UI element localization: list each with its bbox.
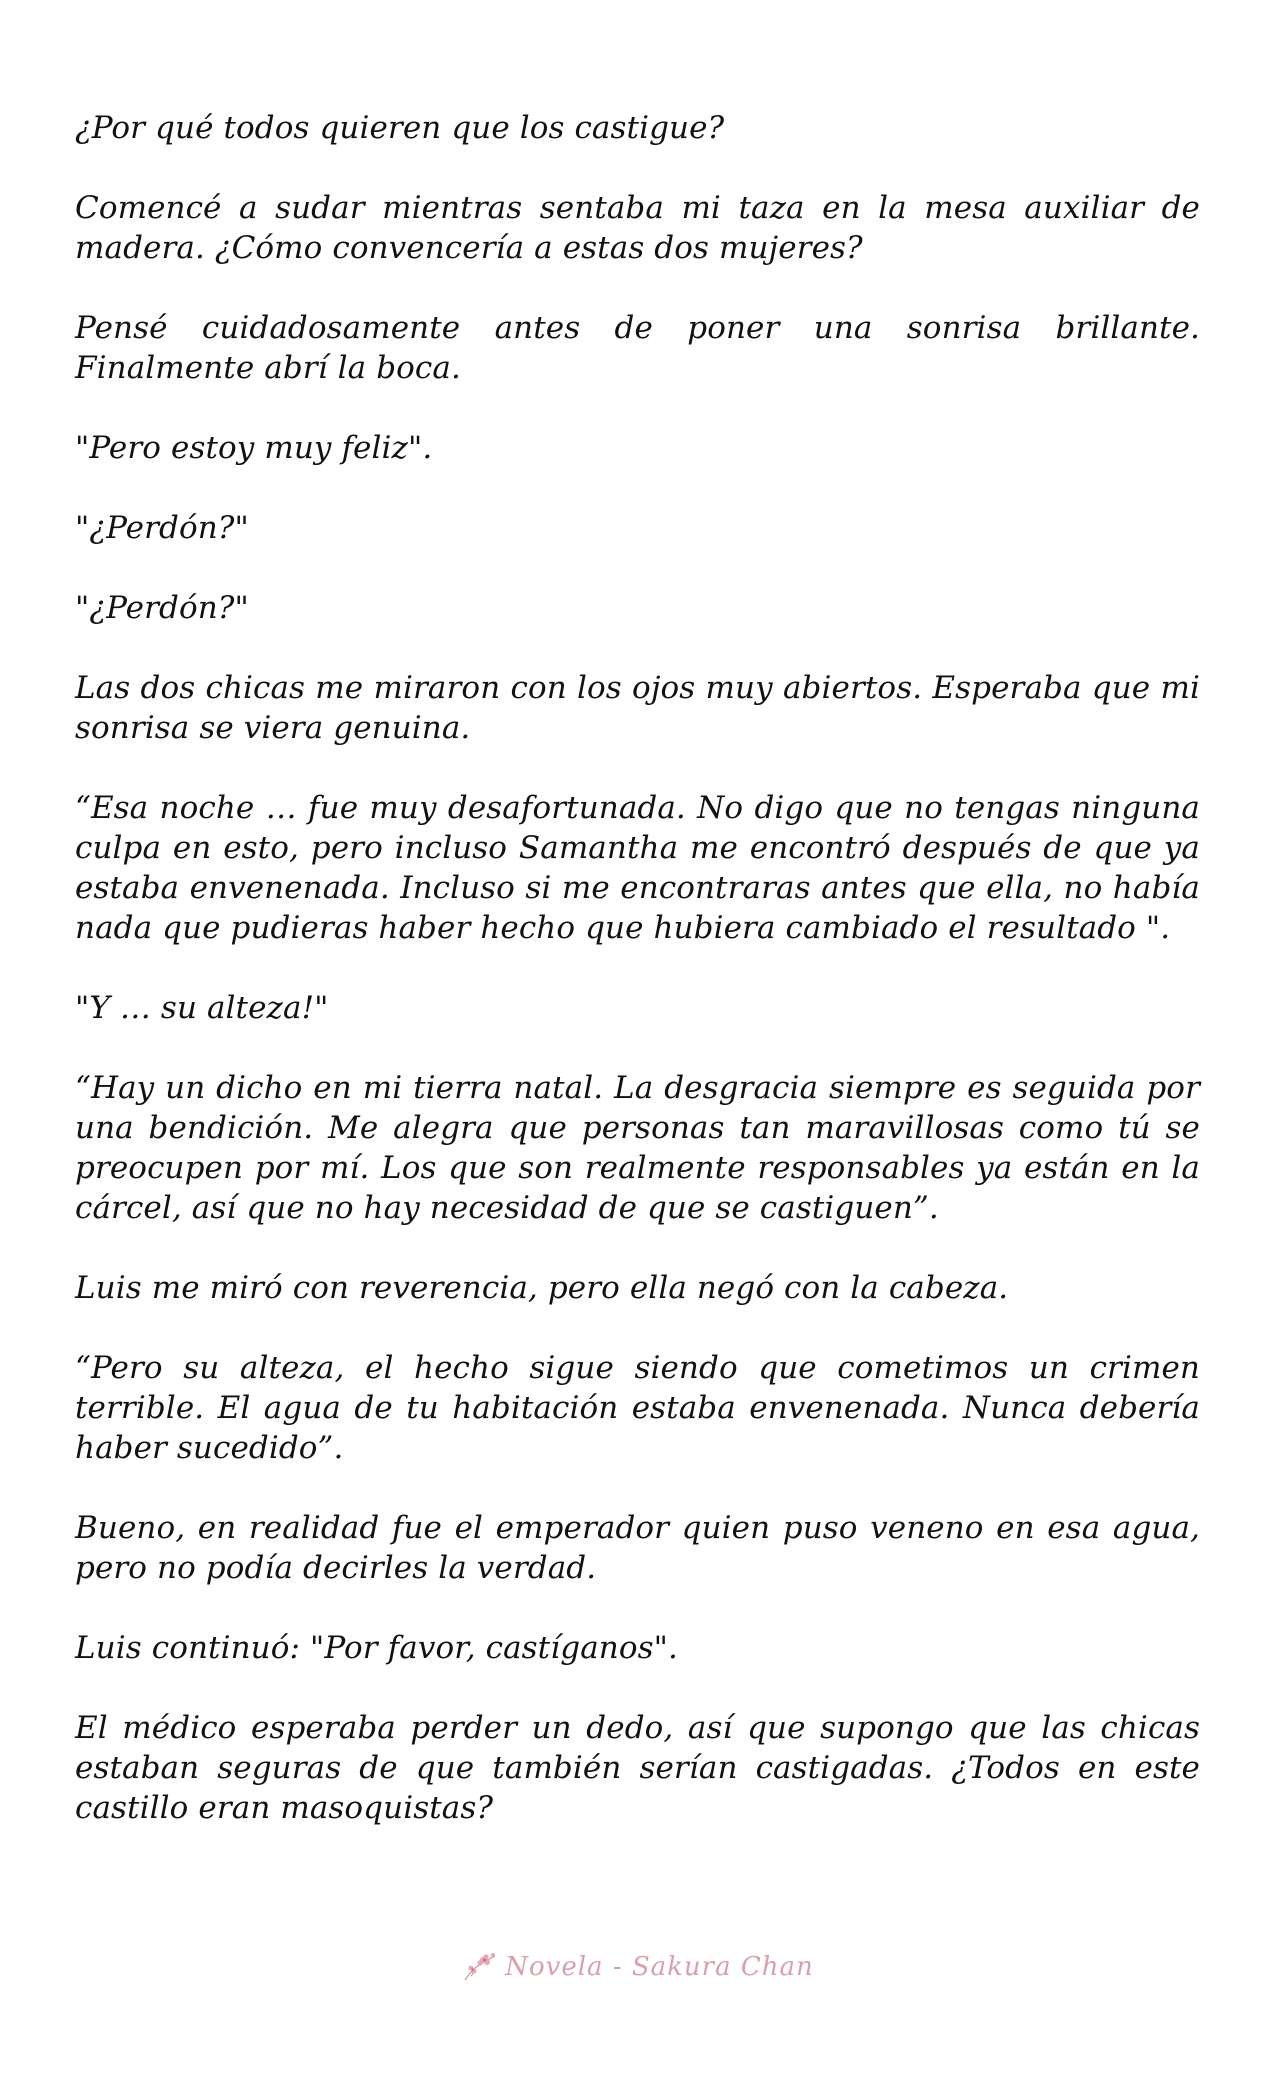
paragraph: "¿Perdón?" xyxy=(75,590,249,626)
footer-text: Novela - Sakura Chan xyxy=(505,1952,814,1982)
paragraph: “Hay un dicho en mi tierra natal. La desgracia siempre es seguida por una bendición. Me alegra que personas tan maravillosas como tú se preocupen por mí. Los que son realmente responsables ya están en la cárcel, así que no hay necesidad de que se castiguen”. xyxy=(75,1070,1200,1226)
paragraph: “Pero su alteza, el hecho sigue siendo que cometimos un crimen terrible. El agua de tu habitación estaba envenenada. Nunca debería haber sucedido”. xyxy=(75,1350,1200,1466)
paragraph: Comencé a sudar mientras sentaba mi taza en la mesa auxiliar de madera. ¿Cómo convencería a estas dos mujeres? xyxy=(75,190,1200,266)
footer-watermark xyxy=(0,1950,1275,1990)
paragraph: "Y … su alteza!" xyxy=(75,990,329,1026)
document-body xyxy=(75,108,1200,1868)
paragraph: "¿Perdón?" xyxy=(75,510,249,546)
paragraph: El médico esperaba perder un dedo, así que supongo que las chicas estaban seguras de que también serían castigadas. ¿Todos en este castillo eran masoquistas? xyxy=(75,1710,1200,1826)
paragraph: Las dos chicas me miraron con los ojos muy abiertos. Esperaba que mi sonrisa se viera genuina. xyxy=(75,670,1200,746)
paragraph: Luis me miró con reverencia, pero ella negó con la cabeza. xyxy=(75,1270,1009,1306)
sakura-blossom-icon xyxy=(461,1950,499,1984)
paragraph: Bueno, en realidad fue el emperador quien puso veneno en esa agua, pero no podía decirles la verdad. xyxy=(75,1510,1200,1586)
paragraph: “Esa noche … fue muy desafortunada. No digo que no tengas ninguna culpa en esto, pero incluso Samantha me encontró después de que ya estaba envenenada. Incluso si me encontraras antes que ella, no había nada que pudieras haber hecho que hubiera cambiado el resultado ". xyxy=(75,790,1200,946)
paragraph: Luis continuó: "Por favor, castíganos". xyxy=(75,1630,678,1666)
paragraph: ¿Por qué todos quieren que los castigue? xyxy=(75,110,725,146)
paragraph: Pensé cuidadosamente antes de poner una sonrisa brillante. Finalmente abrí la boca. xyxy=(75,310,1200,386)
paragraph: "Pero estoy muy feliz". xyxy=(75,430,433,466)
